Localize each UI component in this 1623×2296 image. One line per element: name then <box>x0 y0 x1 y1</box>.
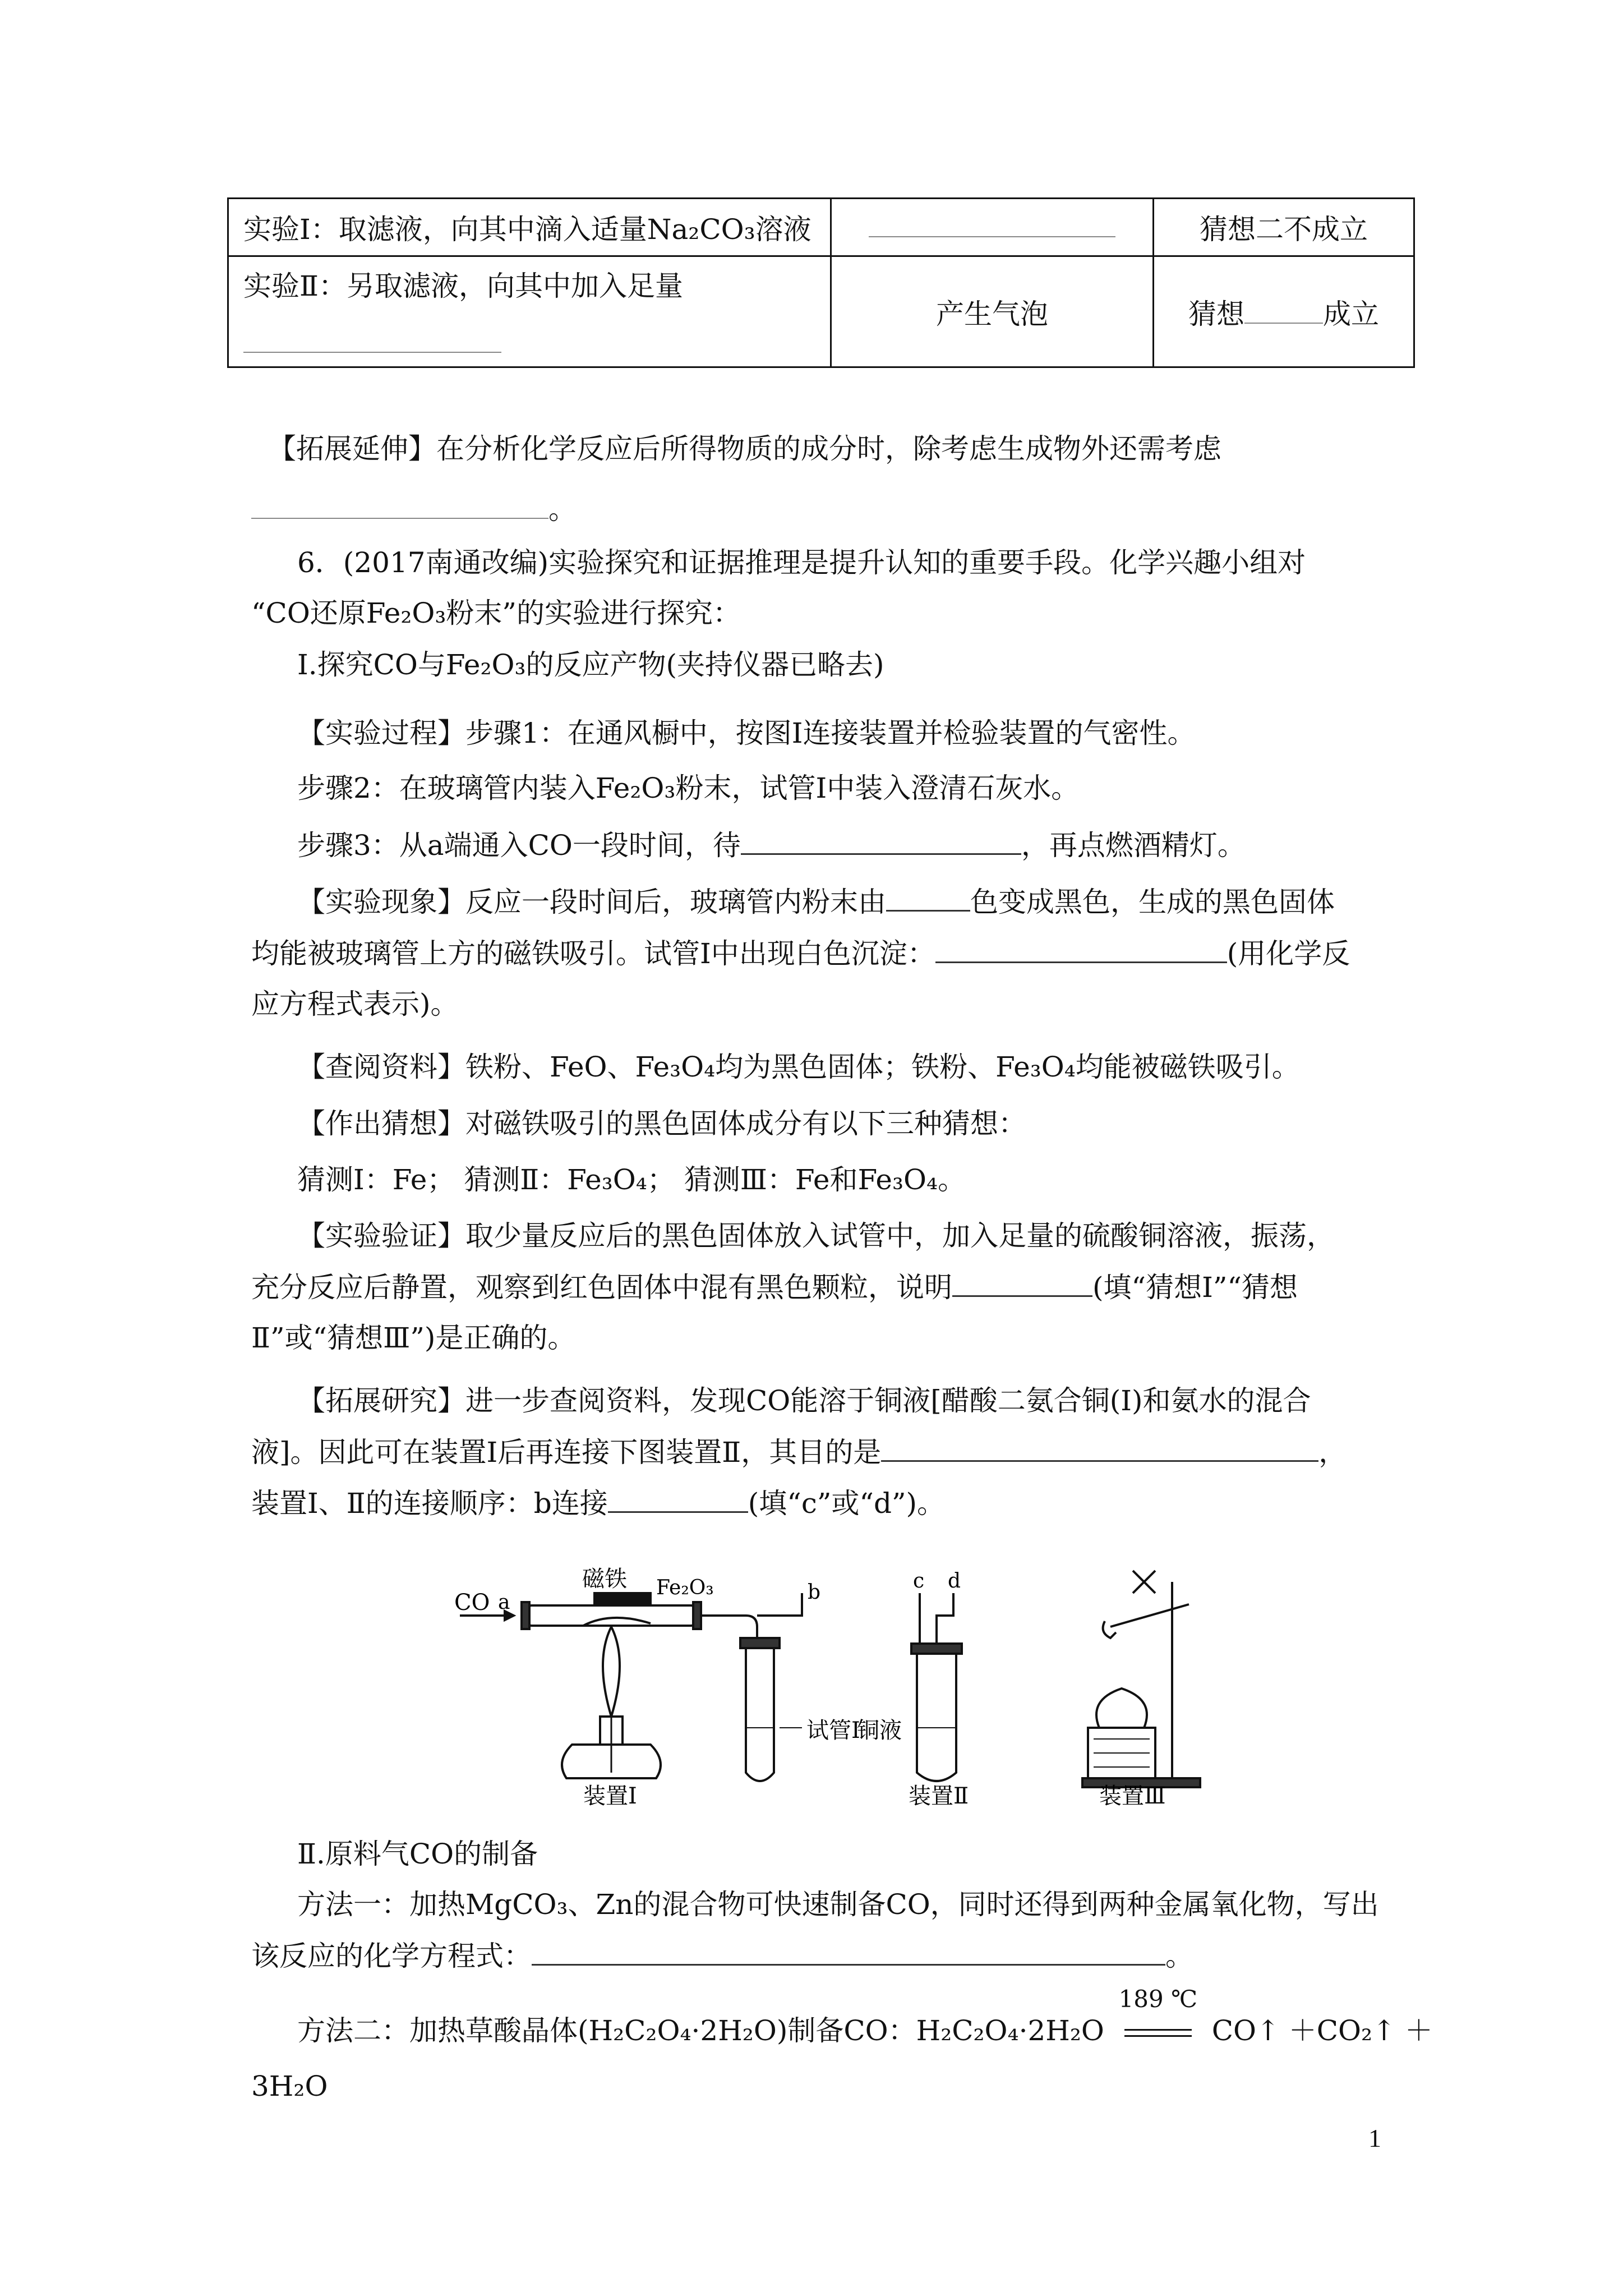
stopper <box>740 1638 780 1648</box>
step-text: 实验Ⅰ：取滤液，向其中滴入适量Na₂CO₃溶液 <box>243 213 811 246</box>
phenomenon-line-1: 【实验现象】反应一段时间后，玻璃管内粉末由 色变成黑色，生成的黑色固体 <box>297 886 1335 918</box>
answer-blank[interactable] <box>532 1939 1165 1966</box>
outlet-tube <box>757 1593 802 1616</box>
glass-tube <box>527 1605 695 1626</box>
tube-d <box>937 1593 953 1644</box>
extension-answer: 。 <box>251 487 577 527</box>
apparatus-figure <box>443 1559 1228 1806</box>
process-text: 【实验过程】步骤1：在通风橱中，按图Ⅰ连接装置并检验装置的气密性。 <box>297 717 1196 749</box>
label-b: b <box>808 1581 821 1604</box>
verify-line-2: 充分反应后静置，观察到红色固体中混有黑色颗粒，说明 (填“猜想Ⅰ”“猜想 <box>251 1271 1298 1304</box>
answer-blank[interactable] <box>869 211 1115 237</box>
guess-text: 【作出猜想】对磁铁吸引的黑色固体成分有以下三种猜想： <box>297 1107 1026 1140</box>
answer-blank[interactable] <box>251 493 548 519</box>
flame <box>603 1627 620 1717</box>
conclusion-pre: 猜想 <box>1188 297 1244 330</box>
answer-blank[interactable] <box>886 885 970 912</box>
step3-line: 步骤3：从a端通入CO一段时间，待 ，再点燃酒精灯。 <box>297 829 1246 862</box>
q6-intro-1: 6．(2017南通改编)实验探究和证据推理是提升认知的重要手段。化学兴趣小组对 <box>297 546 1306 579</box>
answer-blank[interactable] <box>741 828 1021 855</box>
copper-liquid-label: 铜液 <box>857 1718 902 1743</box>
stopper <box>911 1644 962 1654</box>
answer-blank[interactable] <box>243 326 501 353</box>
page-number: 1 <box>1368 2124 1381 2152</box>
device1-caption: 装置Ⅰ <box>583 1783 637 1806</box>
q6-intro-2: “CO还原Fe₂O₃粉末”的实验进行探究： <box>251 597 741 629</box>
method1-line-2: 该反应的化学方程式： 。 <box>251 1940 1193 1972</box>
device3-caption: 装置Ⅲ <box>1099 1783 1166 1806</box>
answer-blank[interactable] <box>881 1435 1318 1462</box>
conclusion-cell <box>1154 256 1414 367</box>
method1-line-1: 方法一：加热MgCO₃、Zn的混合物可快速制备CO，同时还得到两种金属氧化物，写出 <box>297 1888 1379 1921</box>
phenomenon-cell <box>831 199 1154 256</box>
step-cell <box>228 256 831 367</box>
reaction-condition: 189 ℃ <box>1113 2014 1203 2047</box>
guesses-text: 猜测Ⅰ：Fe； 猜测Ⅱ：Fe₃O₄； 猜测Ⅲ：Fe和Fe₃O₄。 <box>297 1163 966 1196</box>
tube-bottom <box>1103 1621 1116 1638</box>
label-d: d <box>948 1570 961 1593</box>
info-text: 【查阅资料】铁粉、FeO、Fe₃O₄均为黑色固体；铁粉、Fe₃O₄均能被磁铁吸引。 <box>297 1051 1300 1083</box>
equals-sign <box>1124 2029 1192 2037</box>
answer-blank[interactable] <box>608 1486 748 1513</box>
label-a: a <box>498 1591 510 1614</box>
powder <box>583 1618 651 1626</box>
tube1-label: 试管Ⅰ <box>806 1718 860 1743</box>
wood-grain <box>1094 1739 1150 1767</box>
phenomenon-text: 产生气泡 <box>936 297 1048 330</box>
fe2o3-label: Fe₂O₃ <box>656 1576 714 1599</box>
experiment-table <box>227 197 1415 368</box>
device2-caption: 装置Ⅱ <box>909 1783 969 1806</box>
stopper <box>693 1602 701 1629</box>
part1-title: Ⅰ.探究CO与Fe₂O₃的反应产物(夹持仪器已略去) <box>297 648 884 681</box>
co-label: CO <box>454 1590 490 1616</box>
step-cell <box>228 199 831 256</box>
phenomenon-line-3: 应方程式表示)。 <box>251 988 459 1020</box>
extension-text: 【拓展延伸】在分析化学反应后所得物质的成分时，除考虑生成物外还需考虑 <box>268 432 1221 465</box>
verify-line-1: 【实验验证】取少量反应后的黑色固体放入试管中，加入足量的硫酸铜溶液，振荡， <box>297 1220 1335 1252</box>
conclusion-text: 猜想二不成立 <box>1200 213 1368 246</box>
stopper <box>522 1602 529 1629</box>
step2-text: 步骤2：在玻璃管内装入Fe₂O₃粉末，试管Ⅰ中装入澄清石灰水。 <box>297 772 1080 804</box>
phenomenon-cell <box>831 256 1154 367</box>
expand-line-2: 液]。因此可在装置Ⅰ后再连接下图装置Ⅱ，其目的是 ， <box>251 1436 1347 1469</box>
part2-title: Ⅱ.原料气CO的制备 <box>297 1838 538 1870</box>
answer-blank[interactable] <box>935 936 1227 963</box>
expand-line-1: 【拓展研究】进一步查阅资料，发现CO能溶于铜液[醋酸二氨合铜(Ⅰ)和氨水的混合 <box>297 1384 1311 1417</box>
answer-blank[interactable] <box>952 1270 1092 1297</box>
test-tube-2 <box>917 1654 956 1781</box>
table-row <box>228 256 1414 367</box>
method2-line: 方法二：加热草酸晶体(H₂C₂O₄·2H₂O)制备CO：H₂C₂O₄·2H₂O 189 ℃ CO↑ ＋CO₂↑ ＋ <box>297 1985 1433 2047</box>
test-tube-1 <box>746 1648 774 1781</box>
conclusion-cell <box>1154 199 1414 256</box>
heated-tube <box>1110 1604 1189 1627</box>
conclusion-post: 成立 <box>1323 297 1379 330</box>
expand-line-3: 装置Ⅰ、Ⅱ的连接顺序：b连接 (填“c”或“d”)。 <box>251 1487 946 1520</box>
table-row <box>228 199 1414 256</box>
lamp-3 <box>1096 1688 1147 1728</box>
phenomenon-line-2: 均能被玻璃管上方的磁铁吸引。试管Ⅰ中出现白色沉淀： (用化学反 <box>251 937 1350 970</box>
verify-line-3: Ⅱ”或“猜想Ⅲ”)是正确的。 <box>251 1322 576 1354</box>
label-c: c <box>913 1570 925 1593</box>
step-text: 实验Ⅱ：另取滤液，向其中加入足量 <box>243 270 683 302</box>
answer-blank[interactable] <box>1244 297 1323 324</box>
magnet-label: 磁铁 <box>582 1566 627 1592</box>
magnet-block <box>594 1593 651 1605</box>
method2-line-2: 3H₂O <box>251 2070 328 2102</box>
